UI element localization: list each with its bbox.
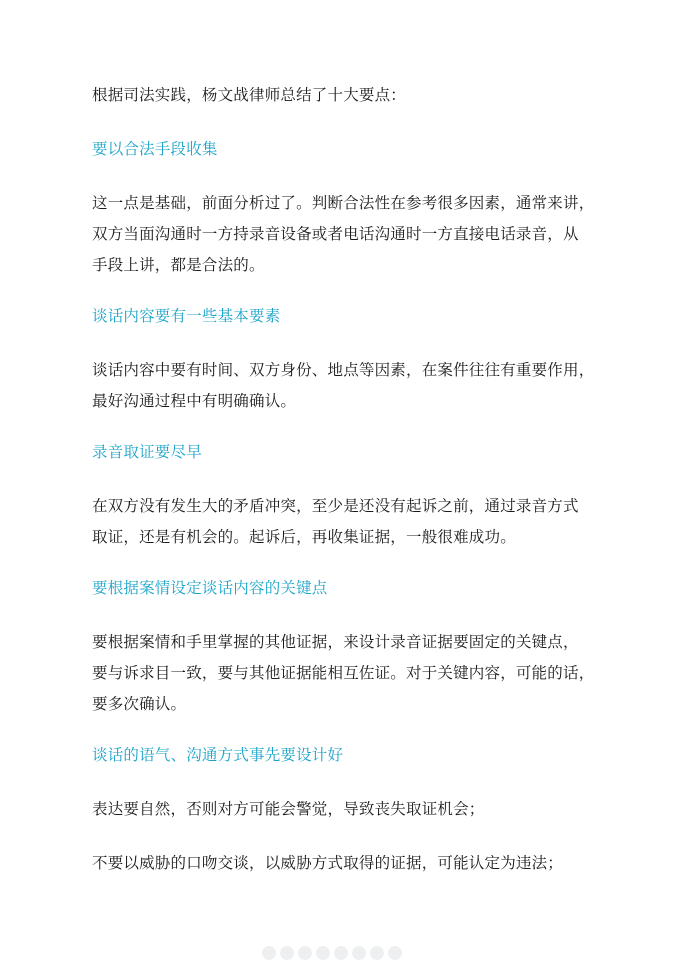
section-heading: 录音取证要尽早: [92, 443, 202, 461]
watermark-dot-icon: [262, 946, 276, 960]
paragraph-line: 这一点是基础，前面分析过了。判断合法性在参考很多因素，通常来讲，: [92, 194, 595, 212]
paragraph-line: 不要以威胁的口吻交谈，以威胁方式取得的证据，可能认定为违法；: [92, 854, 564, 872]
watermark-dot-icon: [280, 946, 294, 960]
section-heading: 谈话的语气、沟通方式事先要设计好: [92, 746, 344, 764]
intro-paragraph: 根据司法实践，杨文战律师总结了十大要点：: [92, 86, 407, 104]
paragraph-line: 谈话内容中要有时间、双方身份、地点等因素，在案件往往有重要作用，: [92, 361, 595, 379]
paragraph-line: 在双方没有发生大的矛盾冲突，至少是还没有起诉之前，通过录音方式: [92, 497, 579, 515]
article-body: [92, 80, 612, 879]
paragraph-line: 要根据案情和手里掌握的其他证据，来设计录音证据要固定的关键点，: [92, 633, 579, 651]
paragraph-line: 要多次确认。: [92, 695, 187, 713]
paragraph-line: 双方当面沟通时一方持录音设备或者电话沟通时一方直接电话录音，从: [92, 225, 579, 243]
watermark-dot-icon: [316, 946, 330, 960]
section-heading: 要根据案情设定谈话内容的关键点: [92, 579, 328, 597]
paragraph-line: 表达要自然，否则对方可能会警觉，导致丧失取证机会；: [92, 800, 485, 818]
paragraph-line: 最好沟通过程中有明确确认。: [92, 392, 297, 410]
watermark-dot-icon: [388, 946, 402, 960]
section-heading: 谈话内容要有一些基本要素: [92, 307, 281, 325]
paragraph-line: 手段上讲，都是合法的。: [92, 256, 265, 274]
watermark-badge: [262, 946, 412, 964]
watermark-dot-icon: [334, 946, 348, 960]
paragraph-line: 要与诉求目一致，要与其他证据能相互佐证。对于关键内容，可能的话，: [92, 664, 595, 682]
section-heading: 要以合法手段收集: [92, 140, 218, 158]
watermark-dot-icon: [298, 946, 312, 960]
paragraph-line: 取证，还是有机会的。起诉后，再收集证据，一般很难成功。: [92, 528, 516, 546]
watermark-dot-icon: [352, 946, 366, 960]
watermark-dot-icon: [370, 946, 384, 960]
